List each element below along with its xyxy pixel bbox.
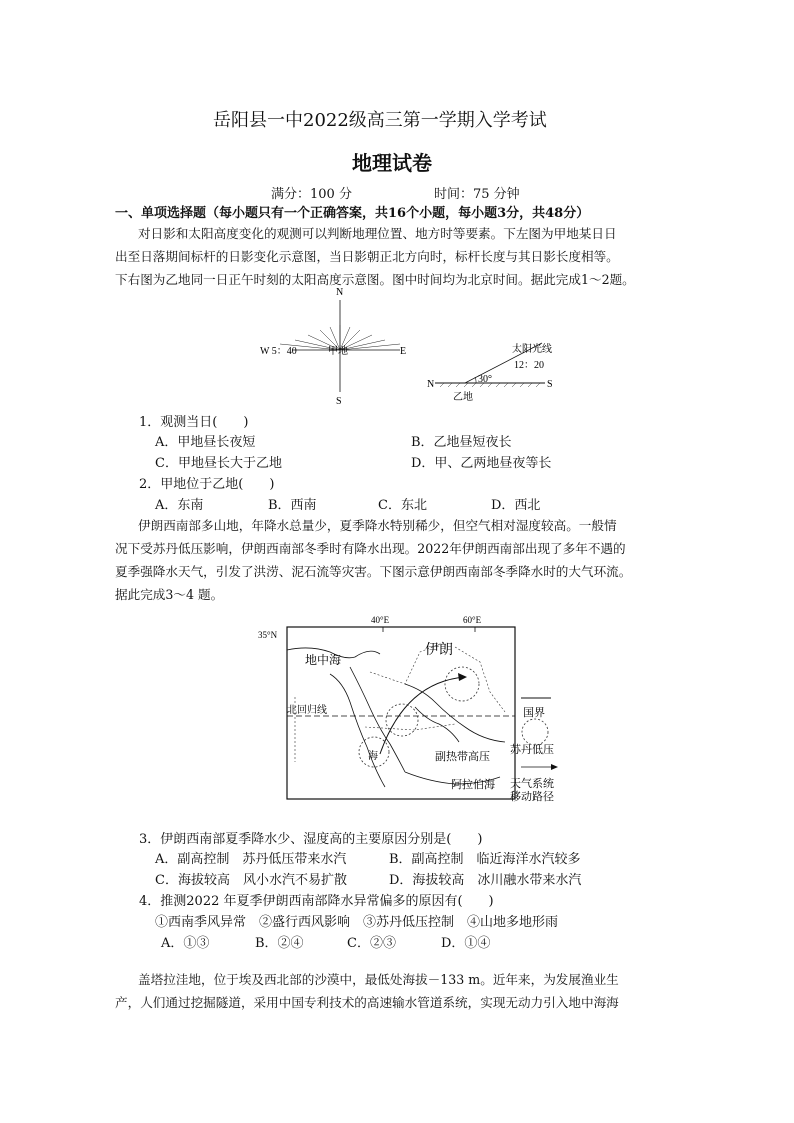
q1-option-d[interactable]: D．甲、乙两地昼夜等长 <box>411 456 552 471</box>
lon-40-label: 40°E <box>371 615 390 625</box>
passage-line: 产，人们通过挖掘隧道，采用中国专利技术的高速输水管道系统，实现无动力引入地中海海 <box>115 995 619 1010</box>
q1-option-c[interactable]: C．甲地昼长大于乙地 <box>155 456 282 471</box>
yi-sun-altitude-diagram <box>427 342 553 403</box>
question-2-stem: 2．甲地位于乙地( ) <box>139 477 275 492</box>
passage-line: 据此完成3～4 题。 <box>115 587 224 602</box>
full-score: 满分：100 分 <box>271 187 352 202</box>
q3-option-d[interactable]: D．海拔较高 冰川融水带来水汽 <box>389 873 582 888</box>
q4-option-d[interactable]: D．①④ <box>441 936 491 951</box>
lon-60-label: 60°E <box>463 615 482 625</box>
north-label: N <box>336 287 344 298</box>
q2-option-a[interactable]: A．东南 <box>155 498 204 513</box>
q2-option-b[interactable]: B．西南 <box>268 498 317 513</box>
q3-option-a[interactable]: A．副高控制 苏丹低压带来水汽 <box>155 852 347 867</box>
jia-place-label: 甲地 <box>328 346 348 357</box>
subtropical-high-label: 副热带高压 <box>435 751 490 763</box>
iran-circulation-map <box>255 612 595 812</box>
sudan-low-circle-north <box>386 704 418 736</box>
coastlines <box>287 648 505 787</box>
question-1-stem: 1．观测当日( ) <box>139 415 249 430</box>
noon-time-label: 12：20 <box>514 360 544 371</box>
weather-path-arrow <box>380 677 465 754</box>
passage-line: 盖塔拉洼地，位于埃及西北部的沙漠中，最低处海拔－133 m。近年来，为发展渔业生 <box>138 972 619 987</box>
shadow-figure <box>250 280 580 410</box>
tropic-label: 北回归线 <box>287 705 327 716</box>
south-label: S <box>336 396 342 407</box>
passage-line: 出至日落期间标杆的日影变化示意图，当日影朝正北方向时，标杆长度与其日影长度相等。 <box>115 249 619 264</box>
exam-title: 岳阳县一中2022级高三第一学期入学考试 <box>213 110 547 131</box>
q1-option-a[interactable]: A．甲地昼长夜短 <box>155 435 256 450</box>
q4-option-a[interactable]: A．①③ <box>161 936 210 951</box>
q4-option-b[interactable]: B．②④ <box>255 936 304 951</box>
west-label: W 5：40 <box>260 346 297 357</box>
q2-option-d[interactable]: D．西北 <box>491 498 541 513</box>
section-heading: 一、单项选择题（每小题只有一个正确答案，共16个小题，每小题3分，共48分） <box>115 206 590 221</box>
jia-shadow-diagram <box>260 287 406 407</box>
lat-35-label: 35°N <box>258 630 278 640</box>
iran-label: 伊朗 <box>425 643 453 658</box>
passage-line: 夏季强降水天气，引发了洪涝、泥石流等灾害。下图示意伊朗西南部冬季降水时的大气环流。 <box>115 564 632 579</box>
question-4-stem: 4．推测2022 年夏季伊朗西南部降水异常偏多的原因有( ) <box>139 894 494 909</box>
passage-line: 对日影和太阳高度变化的观测可以判断地理位置、地方时等要素。下左图为甲地某日日 <box>138 226 617 241</box>
angle-label: 30° <box>478 374 492 385</box>
east-label: E <box>400 346 407 357</box>
south-label: S <box>547 379 553 390</box>
q1-option-b[interactable]: B．乙地昼短夜长 <box>411 435 512 450</box>
north-label: N <box>427 379 435 390</box>
legend-path-label-1: 天气系统 <box>510 778 554 790</box>
question-3-stem: 3．伊朗西南部夏季降水少、湿度高的主要原因分别是( ) <box>139 832 483 847</box>
yi-place-label: 乙地 <box>453 392 473 403</box>
q3-option-b[interactable]: B．副高控制 临近海洋水汽较多 <box>389 852 581 867</box>
exam-time: 时间：75 分钟 <box>434 187 520 202</box>
map-legend <box>510 698 558 803</box>
q4-numbered-options: ①西南季风异常 ②盛行西风影响 ③苏丹低压控制 ④山地多地形雨 <box>155 915 559 930</box>
red-sea-label: 海 <box>368 751 378 762</box>
q3-option-c[interactable]: C．海拔较高 风小水汽不易扩散 <box>155 873 347 888</box>
arabian-sea-label: 阿拉伯海 <box>451 779 495 791</box>
passage-line: 况下受苏丹低压影响，伊朗西南部冬季时有降水出现。2022年伊朗西南部出现了多年不遇的 <box>115 541 626 556</box>
sun-ray-label: 太阳光线 <box>512 344 552 355</box>
iran-low-circle <box>445 667 479 701</box>
q2-option-c[interactable]: C．东北 <box>378 498 427 513</box>
q4-option-c[interactable]: C．②③ <box>347 936 396 951</box>
legend-path-label-2: 移动路径 <box>510 791 554 803</box>
mediterranean-label: 地中海 <box>305 653 342 667</box>
legend-border-label: 国界 <box>523 707 545 719</box>
legend-sudan-low-label: 苏丹低压 <box>510 744 554 756</box>
passage-line: 下右图为乙地同一日正午时刻的太阳高度示意图。图中时间均为北京时间。据此完成1～2题。 <box>115 272 635 287</box>
passage-line: 伊朗西南部多山地，年降水总量少，夏季降水特别稀少，但空气相对湿度较高。一般情 <box>138 518 617 533</box>
subject-title: 地理试卷 <box>352 151 432 175</box>
